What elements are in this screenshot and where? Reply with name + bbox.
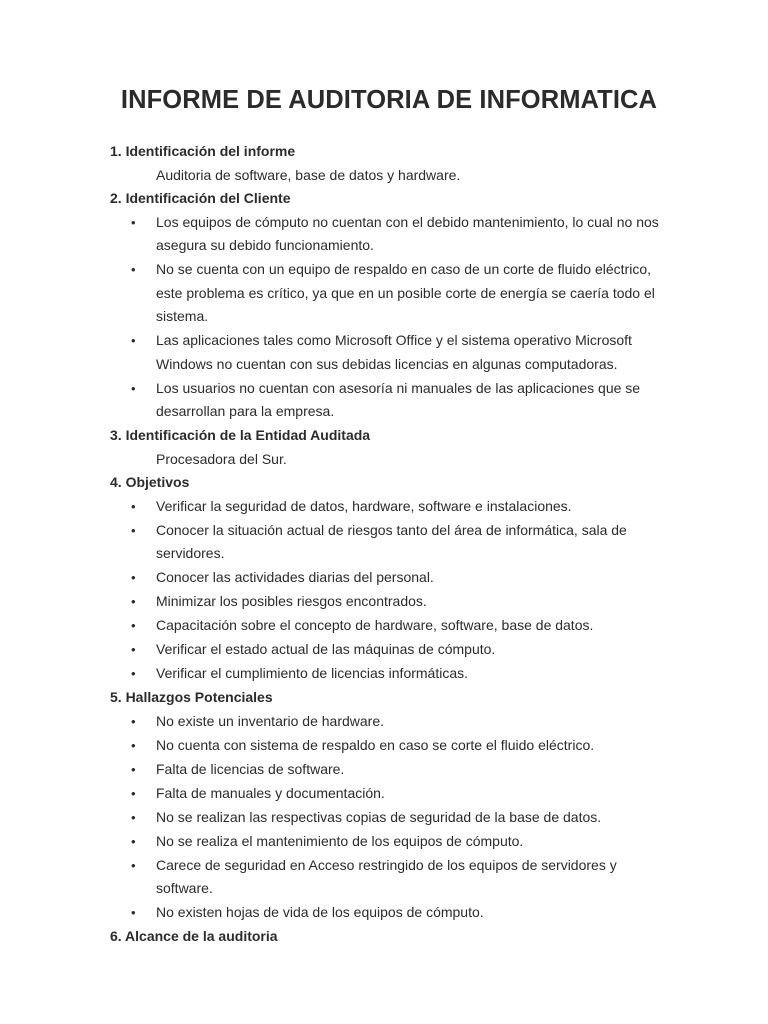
list-item-text: No se realizan las respectivas copias de seguridad de la base de datos. xyxy=(156,808,602,825)
bullet-icon: • xyxy=(131,570,136,585)
list-item-text: Las aplicaciones tales como Microsoft Office y el sistema operativo Microsoft Windows no cuentan con sus debidas licencias en algunas computadoras. xyxy=(156,332,632,372)
list-item-text: Conocer la situación actual de riesgos tanto del área de informática, sala de servidores. xyxy=(156,521,627,561)
list-item xyxy=(110,377,668,424)
list-item xyxy=(110,758,668,782)
list-item xyxy=(110,258,668,329)
bullet-icon: • xyxy=(131,642,136,657)
list-item-text: No se cuenta con un equipo de respaldo en caso de un corte de fluido eléctrico, este problema es crítico, ya que en un posible corte de energía se caería todo el sistema. xyxy=(156,261,655,324)
bullet-icon: • xyxy=(131,857,136,873)
list-item xyxy=(110,901,668,925)
list-item-text: Verificar el cumplimiento de licencias informáticas. xyxy=(156,665,469,681)
list-item xyxy=(110,614,668,638)
list-item-text: Verificar el estado actual de las máquinas de cómputo. xyxy=(156,641,496,657)
list-item xyxy=(110,854,668,901)
bullet-icon: • xyxy=(131,618,136,633)
section-identificacion-informe xyxy=(110,140,668,187)
list-item-text: Los equipos de cómputo no cuentan con el debido mantenimiento, lo cual no nos asegura su debido funcionamiento. xyxy=(156,213,659,253)
list-item xyxy=(110,710,668,734)
list-item-text: No se realiza el mantenimiento de los equipos de cómputo. xyxy=(156,832,524,849)
list-item-text: Carece de seguridad en Acceso restringido de los equipos de servidores y software. xyxy=(156,856,617,896)
list-item xyxy=(110,495,668,519)
section-heading: 4. Objetivos xyxy=(110,474,190,490)
section-heading: 1. Identificación del informe xyxy=(110,143,296,159)
list-item xyxy=(110,806,668,830)
bullet-icon: • xyxy=(131,666,136,681)
list-item xyxy=(110,782,668,806)
bullet-icon: • xyxy=(131,905,136,920)
section-identificacion-cliente xyxy=(110,187,668,424)
list-item-text: No cuenta con sistema de respaldo en caso se corte el fluido eléctrico. xyxy=(156,736,595,753)
list-item xyxy=(110,519,668,566)
list-item xyxy=(110,566,668,590)
list-item xyxy=(110,211,668,258)
bullet-list xyxy=(110,495,668,686)
list-item-text: No existe un inventario de hardware. xyxy=(156,712,385,729)
list-item-text: Verificar la seguridad de datos, hardware, software e instalaciones. xyxy=(156,497,572,514)
list-item xyxy=(110,590,668,614)
list-item-text: Falta de licencias de software. xyxy=(156,760,345,777)
list-item-text: Los usuarios no cuentan con asesoría ni manuales de las aplicaciones que se desarrollan para la empresa. xyxy=(156,379,641,419)
list-item xyxy=(110,662,668,686)
list-item-text: Minimizar los posibles riesgos encontrados. xyxy=(156,593,427,609)
bullet-icon: • xyxy=(131,594,136,609)
list-item-text: Capacitación sobre el concepto de hardware, software, base de datos. xyxy=(156,617,594,633)
bullet-icon: • xyxy=(131,498,136,514)
section-hallazgos-potenciales xyxy=(110,686,668,925)
bullet-icon: • xyxy=(131,809,136,825)
bullet-icon: • xyxy=(131,333,136,348)
section-heading: 2. Identificación del Cliente xyxy=(110,190,291,206)
section-entidad-auditada xyxy=(110,424,668,471)
bullet-icon: • xyxy=(131,737,136,753)
section-heading: 6. Alcance de la auditoria xyxy=(110,928,278,944)
list-item-text: No existen hojas de vida de los equipos de cómputo. xyxy=(156,904,484,920)
bullet-icon: • xyxy=(131,785,136,801)
section-objetivos xyxy=(110,471,668,686)
bullet-icon: • xyxy=(131,522,136,538)
document-title: INFORME DE AUDITORIA DE INFORMATICA xyxy=(120,86,658,114)
section-heading: 3. Identificación de la Entidad Auditada xyxy=(110,427,371,443)
list-item-text: Conocer las actividades diarias del personal. xyxy=(156,569,434,585)
list-item xyxy=(110,329,668,376)
bullet-icon: • xyxy=(131,833,136,849)
bullet-icon: • xyxy=(131,262,136,277)
bullet-icon: • xyxy=(131,380,136,396)
list-item-text: Falta de manuales y documentación. xyxy=(156,784,385,801)
section-text: Procesadora del Sur. xyxy=(156,450,287,467)
list-item xyxy=(110,638,668,662)
section-text: Auditoria de software, base de datos y hardware. xyxy=(156,166,461,183)
list-item xyxy=(110,734,668,758)
bullet-icon: • xyxy=(131,761,136,777)
bullet-list xyxy=(110,710,668,925)
section-alcance-auditoria xyxy=(110,925,668,949)
bullet-icon: • xyxy=(131,713,136,729)
bullet-icon: • xyxy=(131,214,136,230)
bullet-list xyxy=(110,211,668,424)
list-item xyxy=(110,830,668,854)
section-heading: 5. Hallazgos Potenciales xyxy=(110,689,273,705)
